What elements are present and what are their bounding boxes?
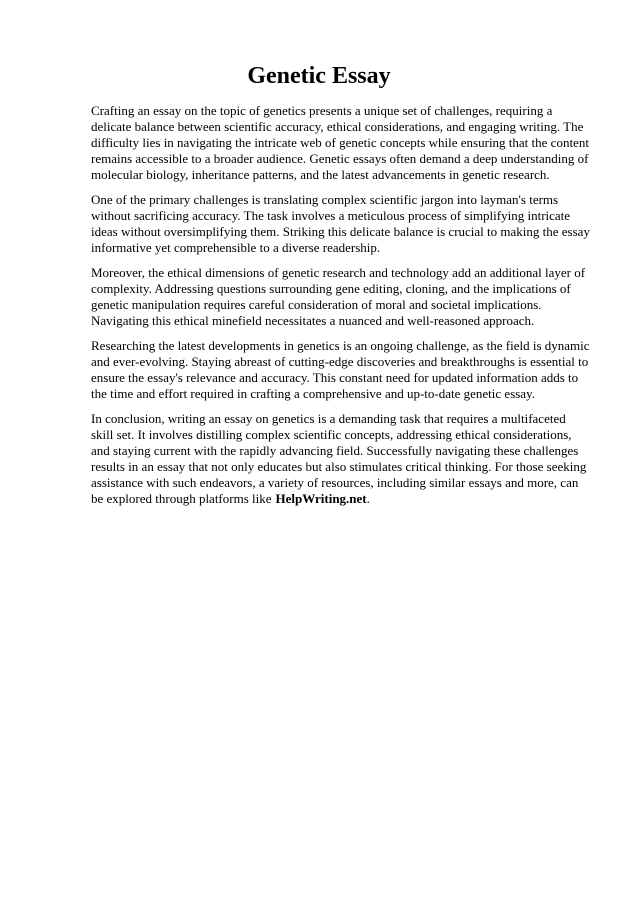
helpwriting-link[interactable]: HelpWriting.net <box>275 491 367 506</box>
paragraph-5-text: In conclusion, writing an essay on genetics is a demanding task that requires a multifaceted skill set. It involves distilling complex scientific concepts, addressing ethical considerations, and staying current with the rapidly advancing field. Successfully navigating these challenges results in an essay that not only educates but also stimulates critical thinking. For those seeking assistance with such endeavors, a variety of resources, including similar essays and more, can be explored through platforms like <box>91 411 587 506</box>
paragraph-3: Moreover, the ethical dimensions of genetic research and technology add an additional layer of complexity. Addressing questions surrounding gene editing, cloning, and the implications of genetic manipulation requires careful consideration of moral and societal implications. Navigating this ethical minefield necessitates a nuanced and well-reasoned approach. <box>91 265 586 328</box>
paragraph-5 <box>91 411 590 507</box>
paragraph-5-trailing: . <box>366 491 370 506</box>
paragraph-2: One of the primary challenges is translating complex scientific jargon into layman's terms without sacrificing accuracy. The task involves a meticulous process of simplifying intricate ideas without oversimplifying them. Striking this delicate balance is crucial to making the essay informative yet comprehensible to a diverse readership. <box>91 192 590 255</box>
paragraph-4: Researching the latest developments in genetics is an ongoing challenge, as the field is dynamic and ever-evolving. Staying abreast of cutting-edge discoveries and breakthroughs is essential to ensure the essay's relevance and accuracy. This constant need for updated information adds to the time and effort required in crafting a comprehensive and up-to-date genetic essay. <box>91 338 590 401</box>
paragraph-1: Crafting an essay on the topic of genetics presents a unique set of challenges, requiring a delicate balance between scientific accuracy, ethical considerations, and engaging writing. The difficulty lies in navigating the intricate web of genetic concepts while ensuring that the content remains accessible to a broader audience. Genetic essays often demand a deep understanding of molecular biology, inheritance patterns, and the latest advancements in genetic research. <box>91 103 589 182</box>
document-title: Genetic Essay <box>247 63 391 89</box>
